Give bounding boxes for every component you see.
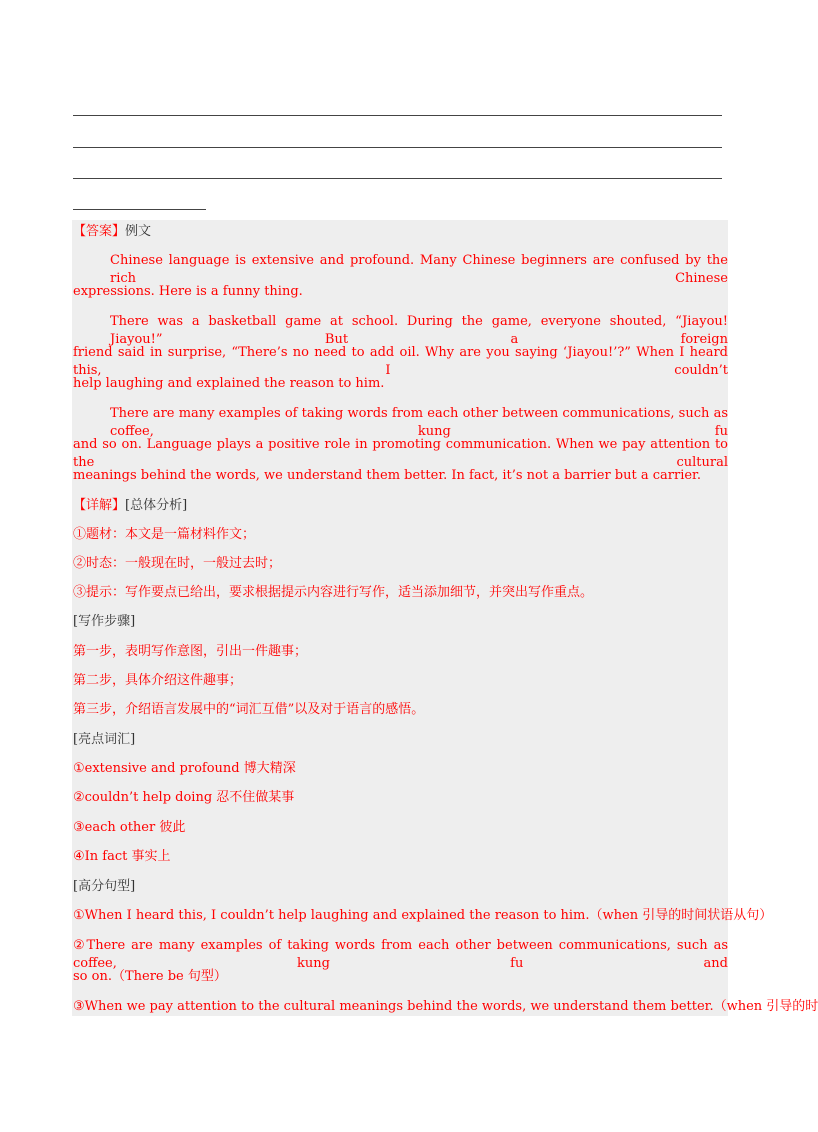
answer-label: 【答案】 [73, 224, 126, 239]
answer-title: 例文 [125, 224, 152, 239]
sentence-item-3: ③When we pay attention to the cultural meanings behind the words, we understand them better.（when 引导的时 [73, 999, 818, 1014]
essay-p2-line2: friend said in surprise, “There’s no need to add oil. Why are you saying ‘Jiayou!’?” When I heard this, I couldn’t [73, 345, 728, 378]
essay-p1-line1: Chinese language is extensive and profound. Many Chinese beginners are confused by the rich Chinese [110, 253, 728, 286]
step-2: 第二步，具体介绍这件趣事； [73, 673, 243, 688]
detail-label: 【详解】 [73, 498, 126, 513]
analysis-item-2: ②时态：一般现在时，一般过去时； [73, 556, 282, 571]
sentence-item-2-line1: ②There are many examples of taking words from each other between communications, such as coffee, kung fu and [73, 938, 728, 971]
overall-analysis-title: [总体分析] [125, 498, 188, 513]
essay-p2-line3: help laughing and explained the reason to him. [73, 376, 385, 391]
answer-line-3 [73, 178, 722, 179]
essay-p2-line1: There was a basketball game at school. During the game, everyone shouted, “Jiayou! Jiayou!” But a foreign [110, 314, 728, 347]
sentence-item-2-line2: so on.（There be 句型） [73, 969, 227, 984]
step-3: 第三步，介绍语言发展中的“词汇互借”以及对于语言的感悟。 [73, 702, 425, 717]
essay-p3-line3: meanings behind the words, we understand them better. In fact, it’s not a barrier but a carrier. [73, 468, 701, 483]
essay-p3-line2: and so on. Language plays a positive role in promoting communication. When we pay attention to the cultural [73, 437, 728, 470]
answer-line-4 [73, 209, 206, 210]
answer-heading [73, 223, 728, 241]
analysis-item-1: ①题材：本文是一篇材料作文； [73, 527, 256, 542]
essay-p3-line1: There are many examples of taking words from each other between communications, such as coffee, kung fu [110, 406, 728, 439]
answer-line-1 [73, 115, 722, 116]
step-1: 第一步，表明写作意图，引出一件趣事； [73, 644, 308, 659]
vocab-item-1: ①extensive and profound 博大精深 [73, 761, 296, 776]
analysis-item-3: ③提示：写作要点已给出，要求根据提示内容进行写作，适当添加细节，并突出写作重点。 [73, 585, 594, 600]
answer-line-2 [73, 147, 722, 148]
sentence-title: [高分句型] [73, 879, 136, 894]
detail-heading [73, 497, 728, 515]
vocab-item-4: ④In fact 事实上 [73, 849, 171, 864]
vocab-item-2: ②couldn’t help doing 忍不住做某事 [73, 790, 295, 805]
steps-title: [写作步骤] [73, 614, 136, 629]
vocab-item-3: ③each other 彼此 [73, 820, 186, 835]
sentence-item-1: ①When I heard this, I couldn’t help laughing and explained the reason to him.（when 引导的时间状语从句） [73, 908, 773, 923]
essay-p1-line2: expressions. Here is a funny thing. [73, 284, 303, 299]
vocab-title: [亮点词汇] [73, 732, 136, 747]
